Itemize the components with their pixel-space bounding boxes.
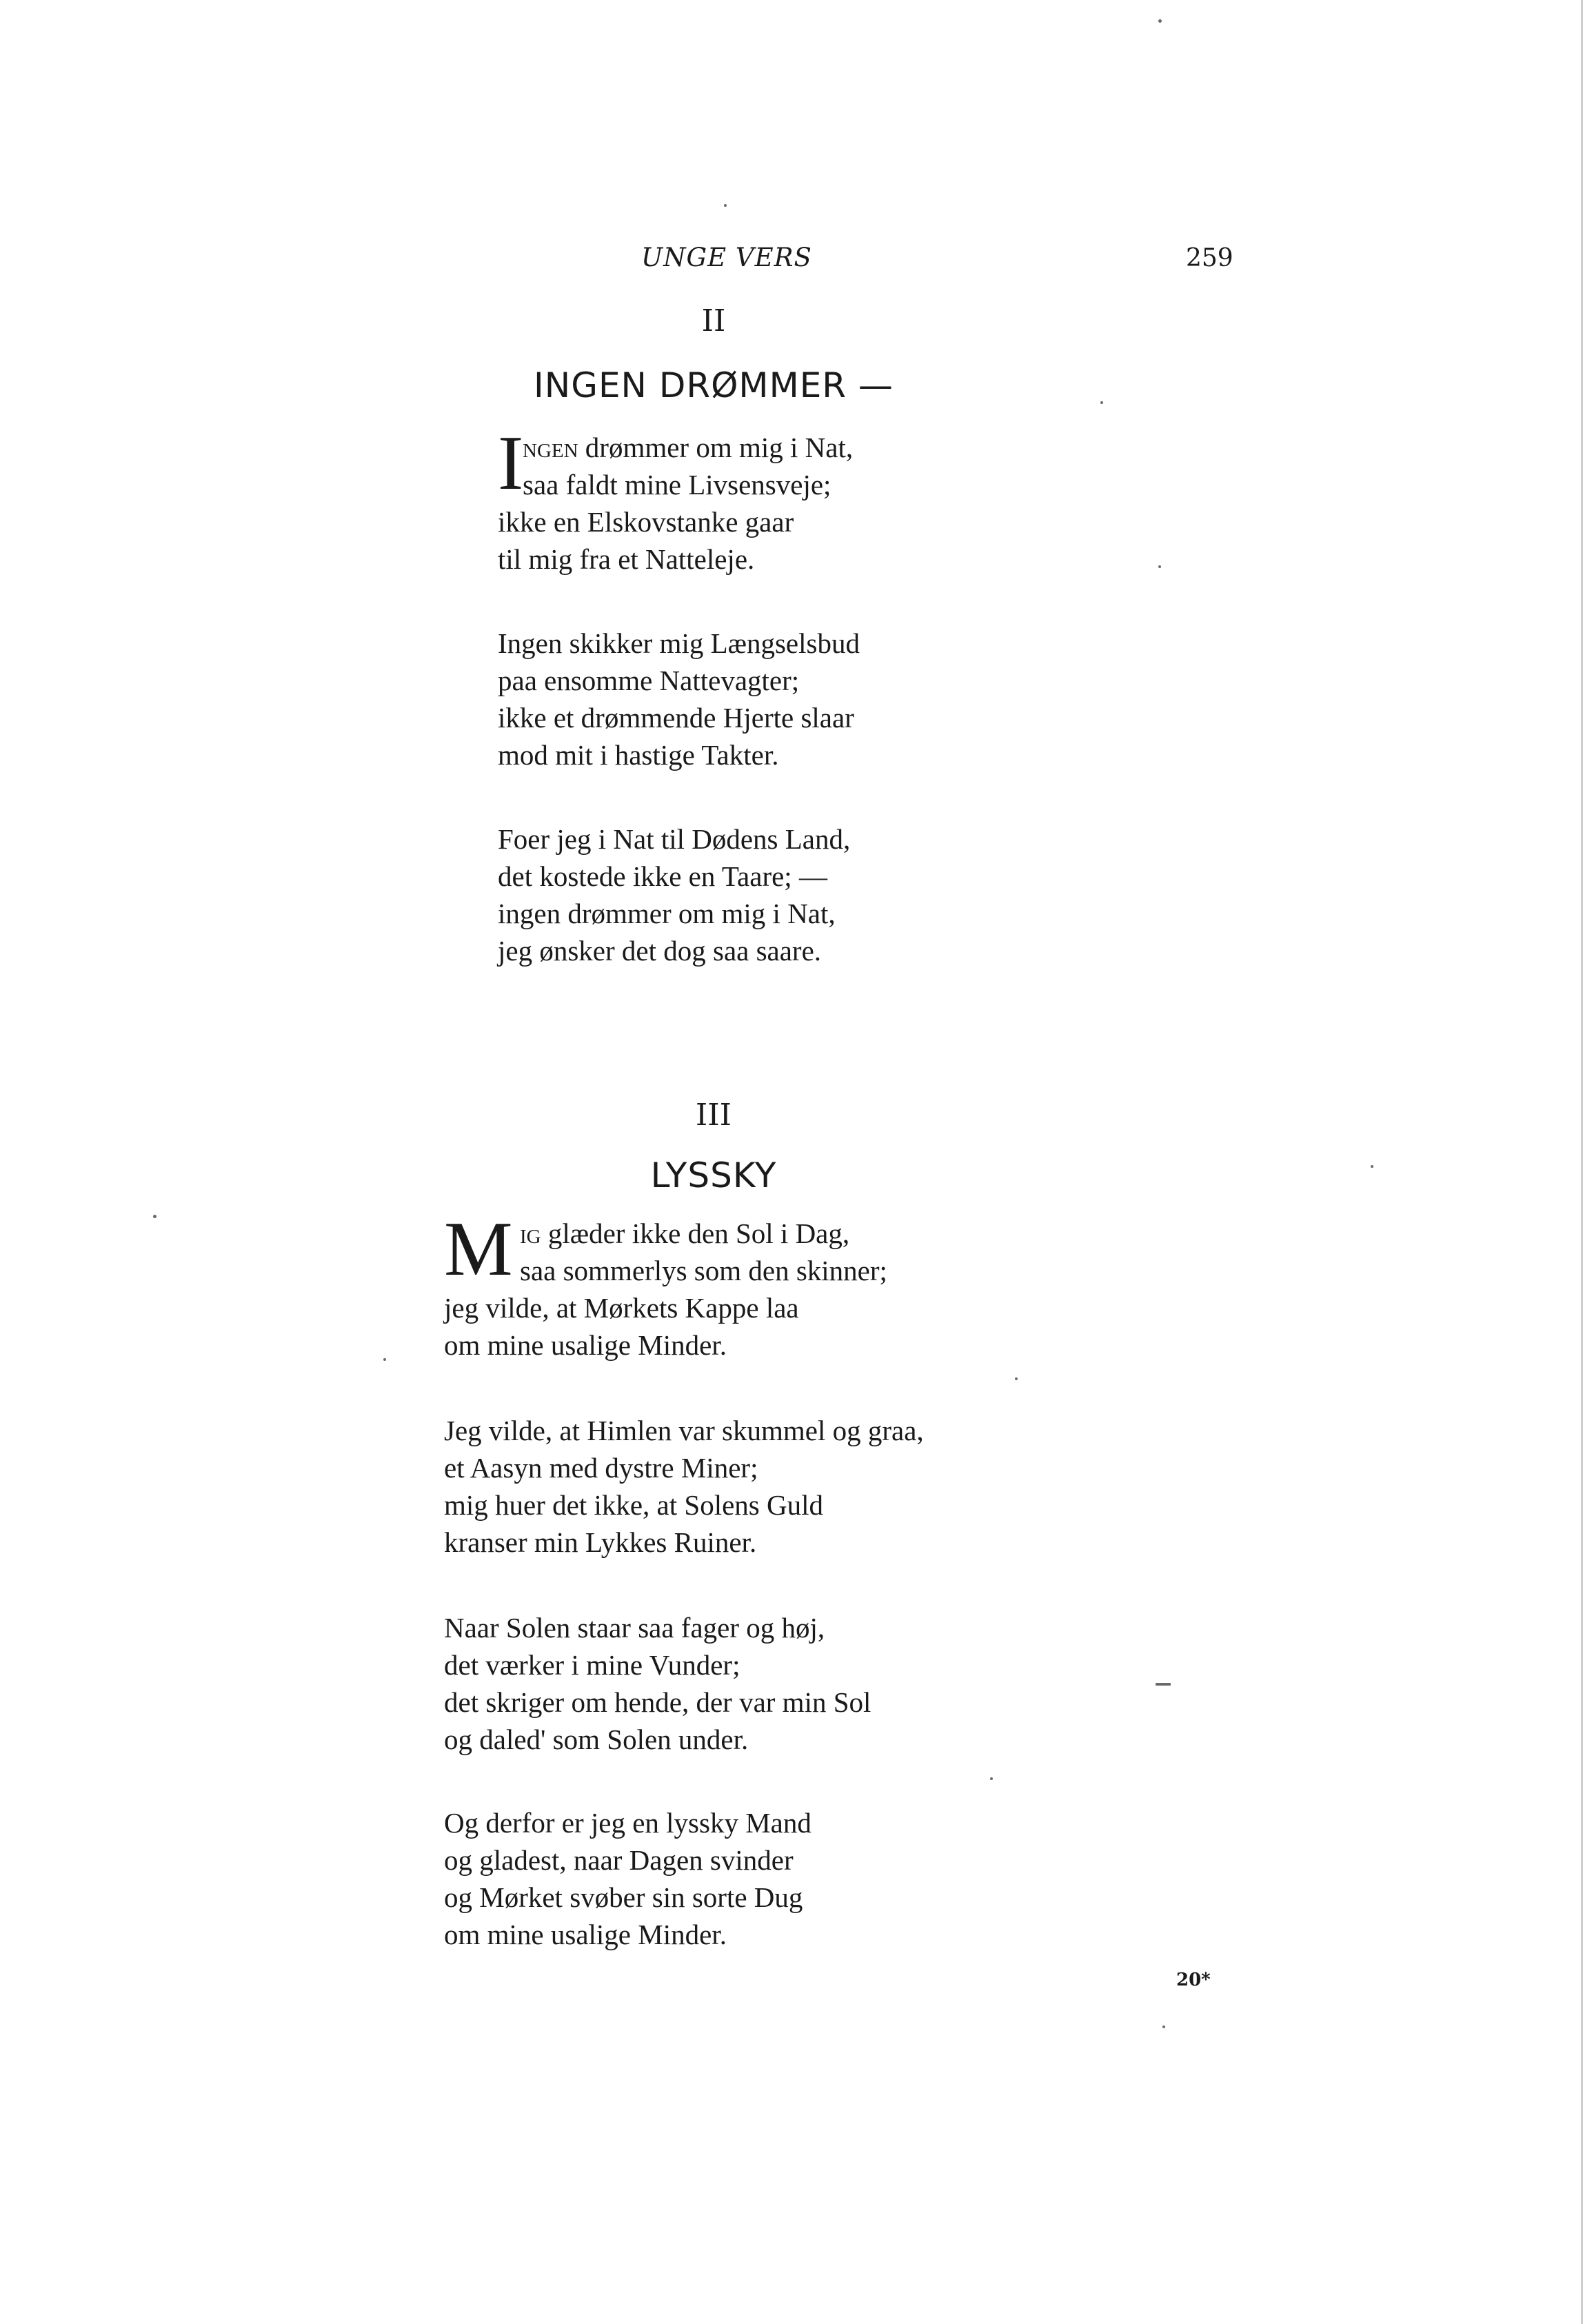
scan-speck [383,1358,386,1361]
scan-speck [990,1777,993,1780]
poem-iii-stanza-2-line-3: mig huer det ikke, at Solens Guld [444,1489,823,1521]
poem-iii-stanza-4-line-3: og Mørket svøber sin sorte Dug [444,1881,803,1913]
poem-ii-dropcap: I [498,421,524,506]
scan-speck [1158,19,1162,23]
poem-iii-stanza-4-line-4: om mine usalige Minder. [444,1919,727,1950]
poem-iii-stanza-4 [444,1804,811,1953]
poem-ii-line-1-rest: drømmer om mig i Nat, [578,432,854,463]
scan-speck [1015,1377,1018,1380]
poem-ii-numeral: II [701,303,726,339]
poem-iii-stanza-3-line-1: Naar Solen staar saa fager og høj, [444,1612,825,1644]
scan-speck [1371,1165,1373,1168]
poem-iii-stanza-2-line-2: et Aasyn med dystre Miner; [444,1452,758,1484]
poem-ii-stanza-2-line-3: ikke et drømmende Hjerte slaar [498,702,854,734]
poem-iii-stanza-2 [444,1412,924,1561]
poem-ii-stanza-2 [498,625,860,774]
poem-iii-stanza-2-line-1: Jeg vilde, at Himlen var skummel og graa, [444,1415,924,1446]
poem-ii-stanza-3-line-2: det kostede ikke en Taare; — [498,860,827,892]
scan-speck [1158,565,1161,568]
poem-ii-stanza-2-line-1: Ingen skikker mig Længselsbud [498,627,860,659]
poem-iii-stanza-3 [444,1609,871,1758]
poem-ii-stanza-2-line-4: mod mit i hastige Takter. [498,739,779,771]
poem-ii-stanza-2-line-2: paa ensomme Nattevagter; [498,665,800,696]
poem-iii-stanza-3-line-2: det værker i mine Vunder; [444,1649,740,1681]
poem-ii-stanza-3 [498,820,850,969]
running-title: UNGE VERS [641,243,812,272]
poem-iii-stanza-1-line-4: om mine usalige Minder. [444,1329,727,1361]
poem-ii-title: INGEN DRØMMER — [534,365,894,405]
poem-iii-stanza-3-line-3: det skriger om hende, der var min Sol [444,1686,871,1718]
poem-ii-stanza-1-line-4: til mig fra et Natteleje. [498,543,755,575]
poem-iii-stanza-1 [444,1206,887,1364]
poem-iii-dropcap: M [444,1206,513,1292]
poem-iii-smallcaps-word: ig [520,1217,541,1249]
poem-iii-stanza-3-line-4: og daled' som Solen under. [444,1724,749,1755]
signature-mark: 20* [1176,1970,1211,1990]
poem-ii-stanza-1-line-2: saa faldt mine Livsensveje; [523,469,831,501]
page-number: 259 [1186,244,1233,272]
poem-iii-numeral: III [695,1098,732,1133]
scan-speck [1162,2025,1165,2028]
poem-ii-stanza-3-line-3: ingen drømmer om mig i Nat, [498,898,836,929]
poem-iii-stanza-4-line-2: og gladest, naar Dagen svinder [444,1844,794,1876]
scan-speck [153,1215,157,1218]
poem-iii-stanza-1-line-3: jeg vilde, at Mørkets Kappe laa [444,1292,799,1324]
poem-iii-title: LYSSKY [650,1155,777,1195]
poem-ii-stanza-3-line-1: Foer jeg i Nat til Dødens Land, [498,823,851,855]
poem-ii-smallcaps-word: ngen [523,432,578,463]
scan-speck [1100,401,1103,404]
scan-dash [1156,1683,1171,1686]
poem-ii-stanza-1-line-3: ikke en Elskovstanke gaar [498,506,794,538]
poem-iii-stanza-2-line-4: kranser min Lykkes Ruiner. [444,1526,757,1558]
poem-ii-stanza-1-line-1 [498,429,853,466]
poem-iii-line-1-rest: glæder ikke den Sol i Dag, [541,1217,850,1249]
poem-ii-stanza-3-line-4: jeg ønsker det dog saa saare. [498,935,822,967]
running-head [0,243,1583,284]
scan-speck [724,204,727,207]
poem-ii-stanza-1 [498,421,854,578]
poem-iii-stanza-1-line-2: saa sommerlys som den skinner; [520,1255,887,1286]
poem-iii-stanza-4-line-1: Og derfor er jeg en lyssky Mand [444,1807,811,1839]
